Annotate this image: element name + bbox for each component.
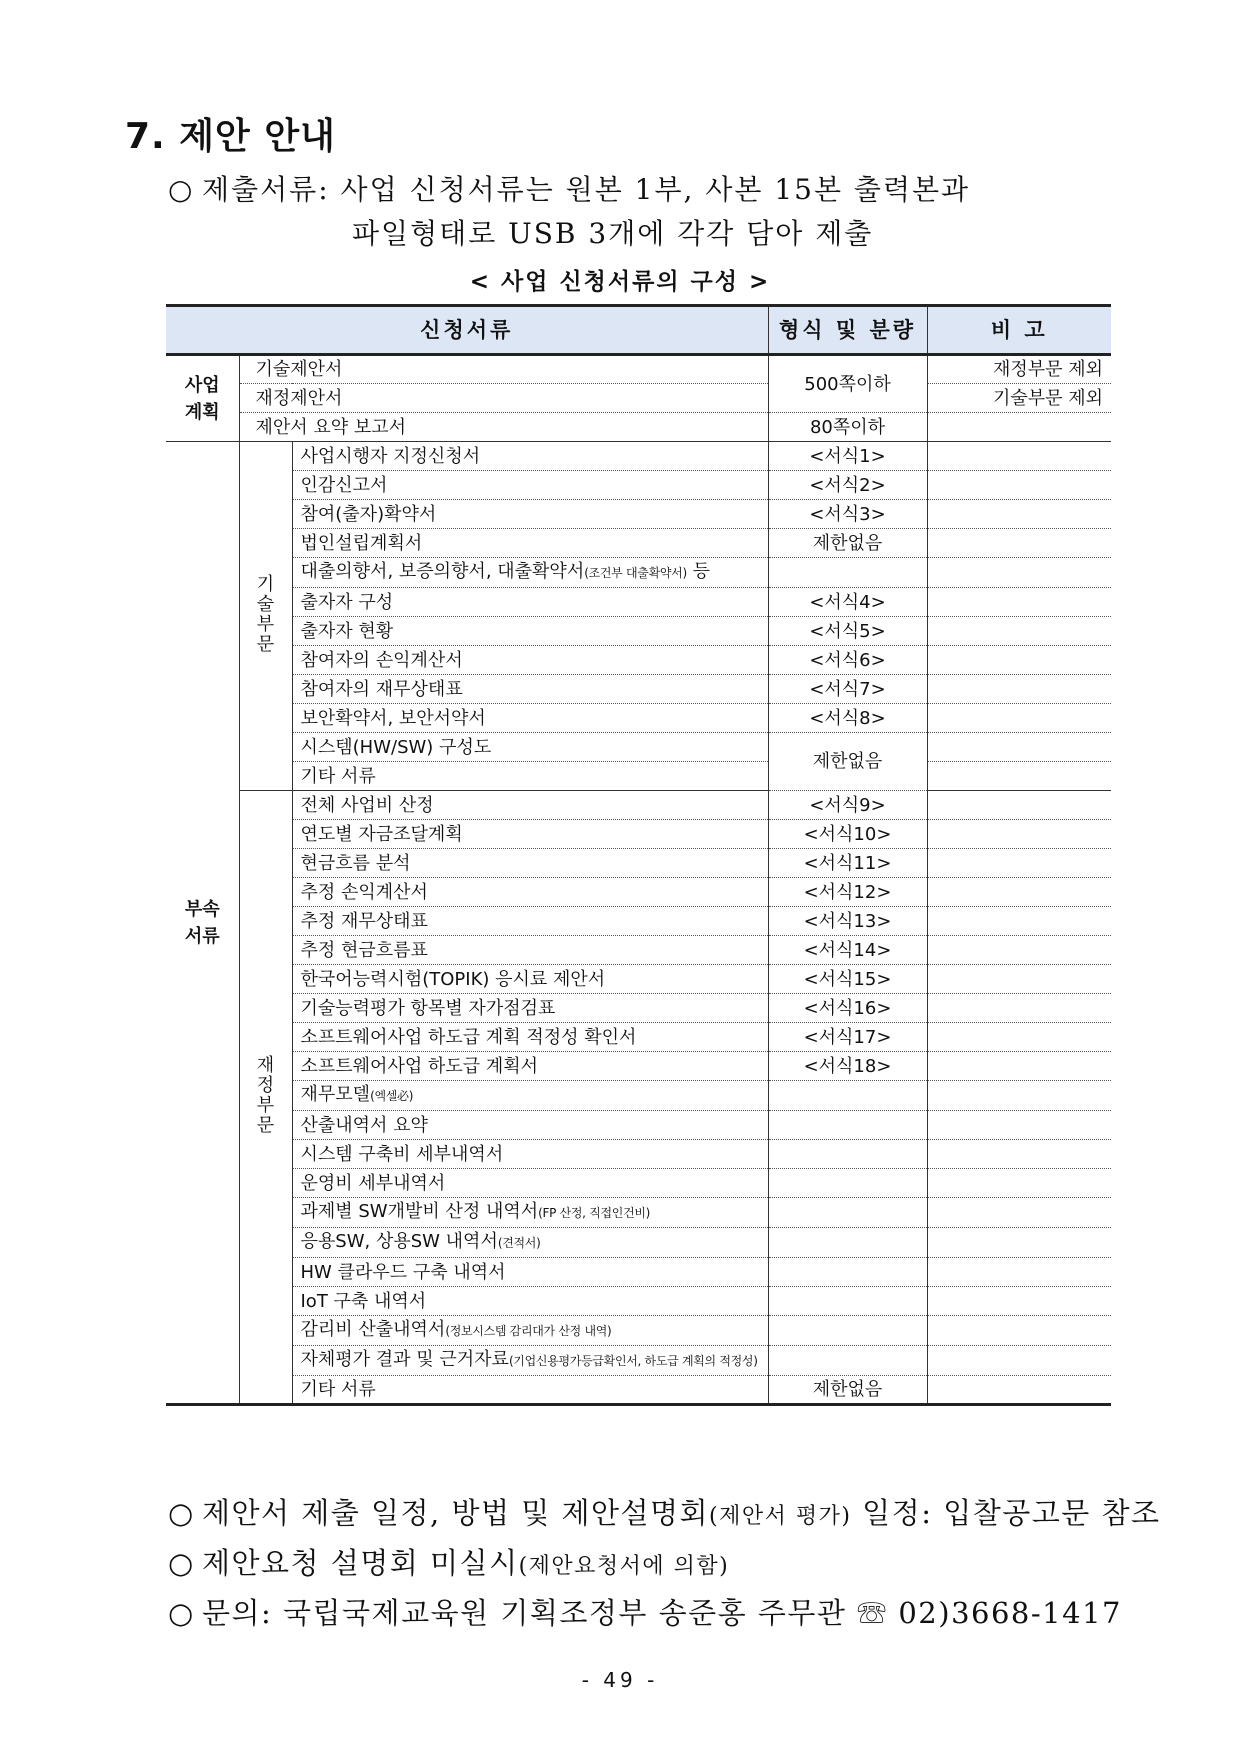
table-row — [166, 1346, 1111, 1376]
document-title: 현금흐름 분석 — [300, 852, 411, 874]
table-row — [166, 413, 1111, 442]
note-main-text: 제안요청 설명회 미실시 — [202, 1546, 519, 1580]
document-name — [292, 1228, 768, 1258]
section-heading: 7. 제안 안내 — [125, 116, 336, 157]
table-row — [166, 1169, 1111, 1198]
format-cell: 80쪽이하 — [768, 413, 927, 442]
document-title: 추정 손익계산서 — [300, 881, 428, 903]
note-cell — [927, 1198, 1111, 1228]
document-name — [292, 936, 768, 965]
table-row — [166, 907, 1111, 936]
table-row — [166, 355, 1111, 384]
subgroup-fin-label: 재정부문 — [256, 1054, 275, 1136]
format-cell: <서식8> — [768, 704, 927, 733]
document-title: 기술제안서 — [255, 359, 343, 380]
document-name — [292, 617, 768, 646]
document-name — [239, 413, 768, 442]
bullet-mark: ○ — [168, 173, 195, 206]
document-title: 소프트웨어사업 하도급 계획 적정성 확인서 — [300, 1026, 637, 1048]
intro-line-1 — [168, 168, 970, 208]
note-cell — [927, 1316, 1111, 1346]
document-name — [239, 384, 768, 413]
document-title: 전체 사업비 산정 — [300, 794, 434, 816]
format-cell: <서식7> — [768, 675, 927, 704]
note-cell — [927, 994, 1111, 1023]
bullet-mark: ○ — [168, 1546, 195, 1580]
document-title: 참여자의 손익계산서 — [300, 649, 463, 671]
note-cell — [927, 733, 1111, 762]
document-title: 자체평가 결과 및 근거자료 — [300, 1349, 509, 1370]
documents-table — [166, 304, 1111, 1406]
subgroup-fin — [239, 791, 292, 1405]
document-title: HW 클라우드 구축 내역서 — [300, 1261, 506, 1283]
note-cell — [927, 936, 1111, 965]
document-name — [292, 965, 768, 994]
table-row — [166, 500, 1111, 529]
group-attach-label: 부속서류 — [184, 898, 220, 947]
header-format: 형식 및 분량 — [768, 306, 927, 355]
table-row — [166, 558, 1111, 588]
table-row — [166, 704, 1111, 733]
note-cell — [927, 1081, 1111, 1111]
document-title: 기술능력평가 항목별 자가점검표 — [300, 997, 556, 1019]
note-cell — [927, 675, 1111, 704]
note-cell — [927, 1169, 1111, 1198]
document-remark: (조건부 대출확약서) — [584, 566, 687, 580]
document-name — [292, 500, 768, 529]
table-row — [166, 820, 1111, 849]
table-row — [166, 1023, 1111, 1052]
format-cell: <서식17> — [768, 1023, 927, 1052]
table-row — [166, 965, 1111, 994]
format-cell: <서식1> — [768, 442, 927, 471]
intro-line-2: 파일형태로 USB 3개에 각각 담아 제출 — [352, 217, 874, 250]
format-cell: <서식3> — [768, 500, 927, 529]
document-title: 산출내역서 요약 — [300, 1114, 428, 1136]
group-attach — [166, 442, 239, 1405]
format-cell — [768, 1346, 927, 1376]
table-row — [166, 1376, 1111, 1405]
note-cell — [927, 1346, 1111, 1376]
document-title: 대출의향서, 보증의향서, 대출확약서 — [300, 561, 585, 582]
format-cell — [768, 1287, 927, 1316]
note-cell — [927, 558, 1111, 588]
header-note: 비 고 — [927, 306, 1111, 355]
document-title: 출자자 구성 — [300, 591, 394, 613]
document-name — [292, 471, 768, 500]
document-title: 추정 현금흐름표 — [300, 939, 428, 961]
format-cell — [768, 1169, 927, 1198]
format-cell: 제한없음 — [768, 1376, 927, 1405]
table-row — [166, 471, 1111, 500]
group-plan — [166, 355, 239, 442]
document-name — [292, 442, 768, 471]
document-title: 시스템 구축비 세부내역서 — [300, 1143, 504, 1165]
table-row — [166, 529, 1111, 558]
note-cell — [927, 471, 1111, 500]
document-title: 출자자 현황 — [300, 620, 394, 642]
note-cell — [927, 588, 1111, 617]
note-cell — [927, 1140, 1111, 1169]
note-main-text: 문의: 국립국제교육원 기획조정부 송준홍 주무관 ☏ 02)3668-1417 — [202, 1596, 1122, 1630]
document-title: 기타 서류 — [300, 765, 376, 787]
document-title: 시스템(HW/SW) 구성도 — [300, 736, 492, 758]
note-cell — [927, 355, 1111, 384]
format-cell: <서식15> — [768, 965, 927, 994]
format-cell: <서식5> — [768, 617, 927, 646]
document-name — [292, 1316, 768, 1346]
table-row — [166, 733, 1111, 762]
note-cell — [927, 646, 1111, 675]
document-title: 추정 재무상태표 — [300, 910, 428, 932]
document-name — [292, 675, 768, 704]
document-title: 보안확약서, 보안서약서 — [300, 707, 486, 729]
document-name — [292, 1081, 768, 1111]
format-cell: 제한없음 — [768, 529, 927, 558]
note-cell — [927, 907, 1111, 936]
table-body — [166, 355, 1111, 1405]
format-cell — [768, 1198, 927, 1228]
table-row — [166, 1258, 1111, 1287]
header-documents: 신청서류 — [166, 306, 768, 355]
format-cell: <서식6> — [768, 646, 927, 675]
document-title: 운영비 세부내역서 — [300, 1172, 446, 1194]
document-name — [292, 588, 768, 617]
subgroup-tech-label: 기술부문 — [256, 573, 275, 655]
table-header-row — [166, 306, 1111, 355]
table-row — [166, 646, 1111, 675]
document-name — [292, 1198, 768, 1228]
format-cell — [768, 1316, 927, 1346]
table-row — [166, 1052, 1111, 1081]
format-cell: <서식16> — [768, 994, 927, 1023]
format-cell: <서식12> — [768, 878, 927, 907]
note-line — [168, 1540, 1161, 1590]
document-suffix: 등 — [686, 561, 710, 582]
document-remark: (엑셀必) — [370, 1089, 414, 1103]
document-name — [292, 849, 768, 878]
document-name — [292, 762, 768, 791]
page-number: - 49 - — [581, 1668, 659, 1692]
document-name — [292, 1140, 768, 1169]
document-remark: (FP 산정, 직접인건비) — [538, 1206, 651, 1220]
table-row — [166, 675, 1111, 704]
document-name — [292, 1052, 768, 1081]
document-name — [292, 529, 768, 558]
format-cell: <서식2> — [768, 471, 927, 500]
table-row — [166, 936, 1111, 965]
note-line — [168, 1490, 1161, 1540]
bullet-mark: ○ — [168, 1496, 195, 1530]
note-remark: (제안요청서에 의함) — [518, 1554, 730, 1579]
document-title: 법인설립계획서 — [300, 532, 423, 554]
note-line — [168, 1590, 1161, 1636]
note-text: 재정부문 제외 — [992, 359, 1104, 380]
document-name — [292, 558, 768, 588]
note-cell — [927, 878, 1111, 907]
notes-list — [168, 1490, 1161, 1636]
table-row — [166, 442, 1111, 471]
document-title: 기타 서류 — [300, 1379, 376, 1400]
format-cell: <서식14> — [768, 936, 927, 965]
format-cell: <서식13> — [768, 907, 927, 936]
table-row — [166, 1140, 1111, 1169]
document-title: 참여자의 재무상태표 — [300, 678, 463, 700]
document-title: 재정제안서 — [255, 387, 343, 409]
format-cell — [768, 1081, 927, 1111]
note-cell — [927, 1258, 1111, 1287]
document-name — [292, 1111, 768, 1140]
note-cell — [927, 762, 1111, 791]
document-name — [292, 820, 768, 849]
document-title: 연도별 자금조달계획 — [300, 823, 463, 845]
note-cell — [927, 1376, 1111, 1405]
table-row — [166, 1081, 1111, 1111]
intro-text-1: 제출서류: 사업 신청서류는 원본 1부, 사본 15본 출력본과 — [202, 173, 971, 206]
table-row — [166, 617, 1111, 646]
document-title: IoT 구축 내역서 — [300, 1290, 427, 1312]
note-remark: (제안서 평가) — [709, 1504, 852, 1529]
document-title: 과제별 SW개발비 산정 내역서 — [300, 1201, 539, 1222]
document-remark: (견적서) — [497, 1236, 541, 1250]
format-cell — [768, 1111, 927, 1140]
table-row — [166, 762, 1111, 791]
table-row — [166, 1287, 1111, 1316]
document-name — [292, 733, 768, 762]
document-title: 소프트웨어사업 하도급 계획서 — [300, 1055, 538, 1077]
table-row — [166, 588, 1111, 617]
note-cell — [927, 617, 1111, 646]
table-row — [166, 1198, 1111, 1228]
note-cell — [927, 529, 1111, 558]
note-cell — [927, 413, 1111, 442]
format-cell: <서식11> — [768, 849, 927, 878]
document-title: 인감신고서 — [300, 474, 388, 496]
document-title: 제안서 요약 보고서 — [255, 416, 407, 438]
format-cell — [768, 1258, 927, 1287]
note-cell — [927, 849, 1111, 878]
format-cell: <서식9> — [768, 791, 927, 820]
document-remark: (정보시스템 감리대가 산정 내역) — [445, 1324, 612, 1338]
table-row — [166, 791, 1111, 820]
document-name — [292, 791, 768, 820]
format-cell: <서식4> — [768, 588, 927, 617]
document-name — [292, 1258, 768, 1287]
note-cell — [927, 1228, 1111, 1258]
document-name — [292, 878, 768, 907]
format-cell — [768, 558, 927, 588]
format-cell: <서식18> — [768, 1052, 927, 1081]
table-row — [166, 994, 1111, 1023]
document-name — [292, 1023, 768, 1052]
note-cell — [927, 384, 1111, 413]
format-cell — [768, 1140, 927, 1169]
document-name — [292, 994, 768, 1023]
table-row — [166, 384, 1111, 413]
note-cell — [927, 820, 1111, 849]
document-name — [292, 1169, 768, 1198]
document-title: 참여(출자)확약서 — [300, 503, 437, 525]
document-name — [292, 704, 768, 733]
note-cell — [927, 500, 1111, 529]
document-name — [239, 355, 768, 384]
table-row — [166, 849, 1111, 878]
format-cell: 제한없음 — [768, 733, 927, 791]
document-title: 감리비 산출내역서 — [300, 1319, 446, 1340]
document-title: 재무모델 — [300, 1084, 371, 1105]
bullet-mark: ○ — [168, 1596, 195, 1630]
note-main-text: 제안서 제출 일정, 방법 및 제안설명회 — [202, 1496, 710, 1530]
note-cell — [927, 1052, 1111, 1081]
table-row — [166, 1228, 1111, 1258]
note-cell — [927, 442, 1111, 471]
note-cell — [927, 1023, 1111, 1052]
document-title: 한국어능력시험(TOPIK) 응시료 제안서 — [300, 968, 606, 990]
note-cell — [927, 791, 1111, 820]
document-name — [292, 1287, 768, 1316]
note-cell — [927, 1287, 1111, 1316]
document-name — [292, 907, 768, 936]
note-tail-text: 일정: 입찰공고문 참조 — [851, 1496, 1161, 1530]
table-row — [166, 1316, 1111, 1346]
document-title: 응용SW, 상용SW 내역서 — [300, 1231, 498, 1252]
note-cell — [927, 965, 1111, 994]
document-name — [292, 1346, 768, 1376]
note-text: 기술부문 제외 — [992, 387, 1104, 409]
group-plan-label: 사업계획 — [184, 374, 220, 423]
note-cell — [927, 1111, 1111, 1140]
format-cell: <서식10> — [768, 820, 927, 849]
subgroup-tech — [239, 442, 292, 791]
format-cell: 500쪽이하 — [768, 355, 927, 413]
table-caption: < 사업 신청서류의 구성 > — [469, 269, 771, 295]
note-cell — [927, 704, 1111, 733]
document-remark: (기업신용평가등급확인서, 하도급 계획의 적정성) — [508, 1354, 758, 1368]
document-title: 사업시행자 지정신청서 — [300, 445, 481, 467]
table-row — [166, 1111, 1111, 1140]
document-name — [292, 1376, 768, 1405]
document-name — [292, 646, 768, 675]
format-cell — [768, 1228, 927, 1258]
table-row — [166, 878, 1111, 907]
